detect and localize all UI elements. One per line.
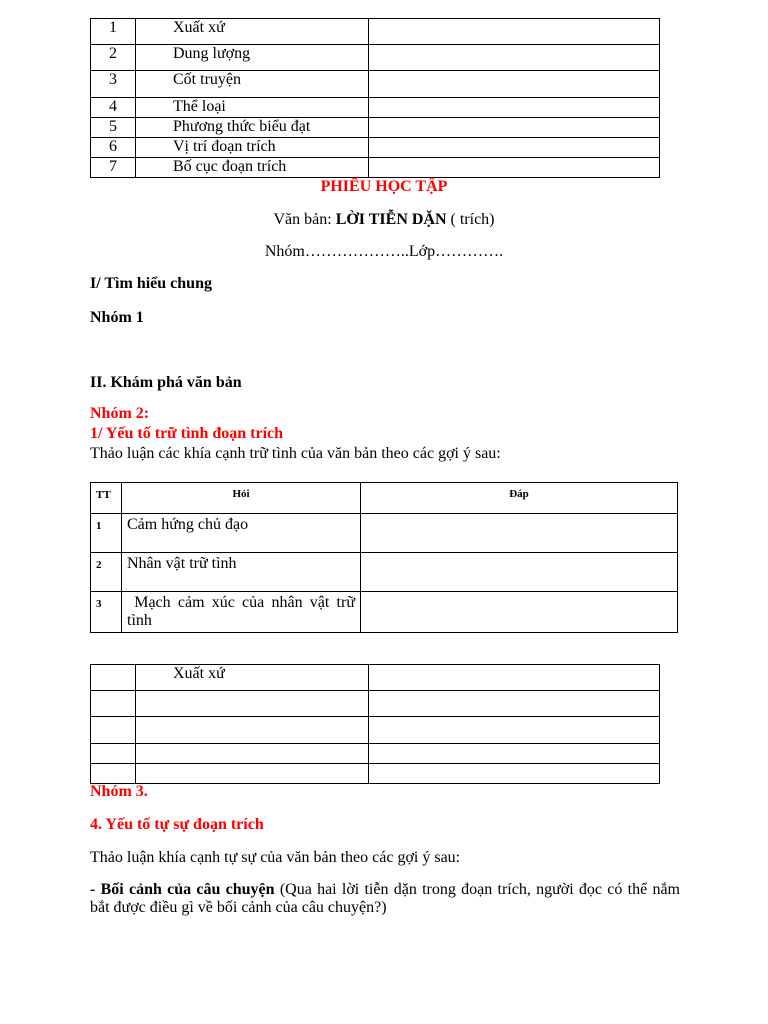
row-value <box>369 45 660 71</box>
header-tt: TT <box>91 483 122 514</box>
row-label: Xuất xứ <box>136 665 369 691</box>
row-number <box>91 744 136 764</box>
source-table <box>90 664 660 784</box>
row-value <box>369 665 660 691</box>
row-question: Mạch cảm xúc của nhân vật trữ tình <box>122 592 361 633</box>
page-title: PHIẾU HỌC TẬP <box>320 178 448 195</box>
text-subtitle <box>0 211 768 229</box>
row-number: 3 <box>91 592 122 633</box>
table-row <box>91 71 660 98</box>
row-number: 3 <box>91 71 136 98</box>
subtitle-suffix: ( trích) <box>446 211 495 228</box>
row-answer <box>361 592 678 633</box>
group-class-line: Nhóm………………..Lớp…………. <box>264 243 504 260</box>
row-value <box>369 764 660 784</box>
subtitle-name: LỜI TIỄN DẶN <box>335 211 447 228</box>
row-label: Xuất xứ <box>136 19 369 45</box>
row-value <box>369 71 660 98</box>
table-row <box>91 717 660 744</box>
row-number: 1 <box>91 19 136 45</box>
row-label <box>136 691 369 717</box>
row-value <box>369 19 660 45</box>
row-value <box>369 691 660 717</box>
row-number: 5 <box>91 118 136 138</box>
lyric-element-heading: 1/ Yếu tố trữ tình đoạn trích <box>90 425 284 442</box>
row-answer <box>361 514 678 553</box>
row-number <box>91 691 136 717</box>
table-row <box>91 553 678 592</box>
lyric-intro-text: Thảo luận các khía cạnh trữ tình của văn bản theo các gợi ý sau: <box>90 445 501 462</box>
section-explore-heading: II. Khám phá văn bản <box>90 374 242 391</box>
row-number: 2 <box>91 553 122 592</box>
table-row <box>91 45 660 71</box>
table-row <box>91 592 678 633</box>
row-label: Bố cục đoạn trích <box>136 158 369 178</box>
table-row <box>91 19 660 45</box>
row-number: 6 <box>91 138 136 158</box>
row-value <box>369 118 660 138</box>
row-value <box>369 138 660 158</box>
row-number: 4 <box>91 98 136 118</box>
row-value <box>369 744 660 764</box>
table-row <box>91 158 660 178</box>
row-number: 1 <box>91 514 122 553</box>
row-value <box>369 158 660 178</box>
group-1-heading: Nhóm 1 <box>90 309 144 326</box>
row-number <box>91 665 136 691</box>
subtitle-prefix: Văn bản: <box>273 211 336 228</box>
header-question: Hỏi <box>122 483 361 514</box>
narrative-intro-text: Thảo luận khía cạnh tự sự của văn bản theo các gợi ý sau: <box>90 849 461 866</box>
row-label: Cốt truyện <box>136 71 369 98</box>
group-2-heading: Nhóm 2: <box>90 405 150 422</box>
row-label <box>136 764 369 784</box>
context-label: - Bối cảnh của câu chuyện <box>90 881 275 898</box>
table-row <box>91 665 660 691</box>
context-text: (Qua hai lời tiễn dặn trong đoạn trích, người đọc có thể nắm bắt được điều gì về bối cảnh của câu chuyện?) <box>90 881 681 916</box>
row-label: Dung lượng <box>136 45 369 71</box>
table-row <box>91 744 660 764</box>
row-label: Vị trí đoạn trích <box>136 138 369 158</box>
row-number <box>91 717 136 744</box>
table-row <box>91 98 660 118</box>
context-paragraph <box>90 881 680 917</box>
lyric-discussion-table <box>90 482 678 633</box>
section-general-heading: I/ Tìm hiểu chung <box>90 275 212 292</box>
row-question: Nhân vật trữ tình <box>122 553 361 592</box>
row-label: Thể loại <box>136 98 369 118</box>
row-label <box>136 744 369 764</box>
row-question: Cảm hứng chủ đạo <box>122 514 361 553</box>
table-header-row <box>91 483 678 514</box>
header-answer: Đáp <box>361 483 678 514</box>
table-row <box>91 514 678 553</box>
table-row <box>91 118 660 138</box>
row-label <box>136 717 369 744</box>
row-number: 2 <box>91 45 136 71</box>
table-row <box>91 764 660 784</box>
row-value <box>369 98 660 118</box>
table-row <box>91 691 660 717</box>
row-label: Phương thức biểu đạt <box>136 118 369 138</box>
row-answer <box>361 553 678 592</box>
narrative-element-heading: 4. Yếu tố tự sự đoạn trích <box>90 816 264 833</box>
group-3-heading: Nhóm 3. <box>90 783 148 800</box>
table-row <box>91 138 660 158</box>
row-number <box>91 764 136 784</box>
row-value <box>369 717 660 744</box>
overview-table <box>90 18 660 178</box>
row-number: 7 <box>91 158 136 178</box>
